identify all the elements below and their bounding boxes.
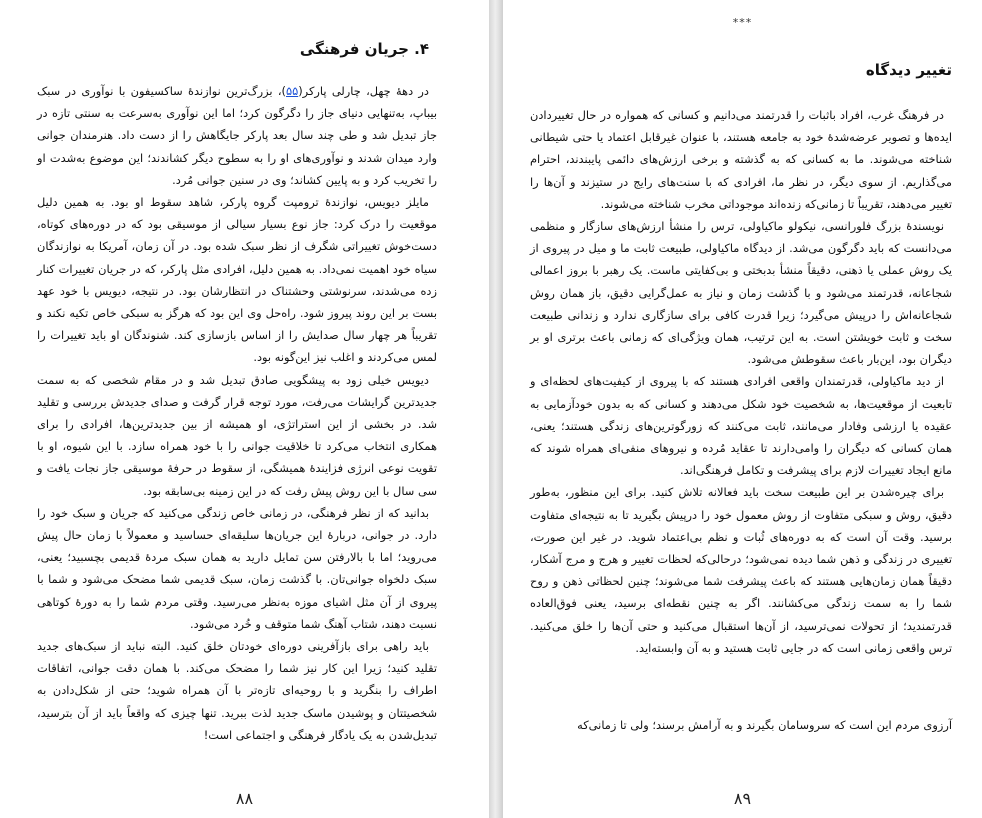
page-number: ۸۹ — [733, 789, 752, 808]
left-page — [0, 0, 489, 818]
paragraph: نویسندهٔ بزرگ فلورانسی، نیکولو ماکیاولی، ترس را منشأ ارزش‌های سازگار و منظمی می‌دانست که باید دگرگون می‌شد. از دیدگاه ماکیاولی، طبیعت ثابت ما و میل در پیروی از یک روش عملی یا ذهنی، دقیقاً منشأ بدبختی و بی‌کفایتی ماست. یک رهبر با بروز اعمالی شجاعانه، قدرتمند می‌شود و با گذشت زمان و نیاز به عمل‌گرایی دقیق، باز همان روش شجاعانه‌اش را درپیش می‌گیرد؛ زیرا قدرت کافی برای سازگاری ندارد و زندانی طبیعت سخت و ثابت خویشتن است. به این ترتیب، همان ویژگی‌ای که زمانی باعث برتری او بر دیگران بود، این‌بار باعث سقوطش می‌شود. — [530, 219, 952, 367]
book-gutter — [489, 0, 503, 818]
paragraph-text: در دههٔ چهل، چارلی پارکر( — [298, 84, 430, 98]
paragraph: بدانید که از نظر فرهنگی، در زمانی خاص زندگی می‌کنید که جریان و سبک خود را دارد. در جوانی، دربارهٔ این جریان‌ها سلیقه‌ای حساسید و معمولاً با زمان حال پیش می‌روید؛ اما با بالارفتن سن تمایل دارید به همان سبک مردهٔ قدیمی بچسبید؛ یعنی، سبک دلخواه جوانی‌تان. با گذشت زمان، سبک قدیمی شما مضحک می‌شود و شما با پیروی از آن مثل اشیای موزه به‌نظر می‌رسید. وقتی مردم شما را به دورهٔ کوتاهی نسبت دهند، شتاب آهنگ شما متوقف و خُرد می‌شود. — [37, 505, 437, 631]
paragraph: دیویس خیلی زود به پیشگویی صادق تبدیل شد و در مقام شخصی که به سمت جدیدترین گرایشات می‌رفت، مورد توجه قرار گرفت و صدای جدیدش بررسی و تقلید شد. در بخشی از این استراتژی، او همیشه از بین جدیدترین‌ها، افرادی را برای همکاری انتخاب می‌کرد تا خلاقیت جوانی را با خود همراه سازد. با این شیوه، او با تقویت نوعی انرژی فزایندهٔ همیشگی، از سقوط در حرفهٔ موسیقی جاز نجات یافت و سی سال با این روش پیش رفت که در این زمینه بی‌سابقه بود. — [37, 372, 437, 498]
page-number: ۸۸ — [235, 789, 254, 808]
paragraph-text: )، بزرگ‌ترین نوازندهٔ ساکسیفون با نوآوری در سبک بیباپ، به‌تنهایی دنیای جاز را دگرگون کرد؛ اما این نوآوری به‌سرعت به سنتی تازه در جاز تبدیل شد و طی چند سال بعد پارکر جایگاهش را از دست داد. هنرمندان جوانی وارد میدان شدند و نوآوری‌های او را به سطوح دیگر کشاندند؛ این موضوع به‌شدت او را تخریب کرد و به پایین کشاند؛ وی در سنین جوانی مُرد. — [37, 84, 437, 187]
right-page — [503, 0, 982, 818]
paragraph: برای چیره‌شدن بر این طبیعت سخت باید فعالانه تلاش کنید. برای این منظور، به‌طور دقیق، روش و سبکی متفاوت از روش معمول خود را درپیش بگیرید تا به نتیجه‌ای متفاوت برسید. وقت آن است که به دوره‌های ثُبات و نظم بی‌اعتماد شوید. در غیر این صورت، تغییری در زندگی و ذهن شما دیده نمی‌شود؛ درحالی‌که لحظات تغییر و هرج و مرج آشکار، دقیقاً همان زمان‌هایی هستند که باعث پیشرفت شما می‌شوند؛ چنین لحظاتی ذهن و روح شما را به سمت زندگی می‌کشانند. اگر به چنین نقطه‌ای برسید، یعنی فوق‌العاده قدرتمندید؛ از تحولات نمی‌ترسید، از آن‌ها استقبال می‌کنید و حتی آن‌ها را خلق می‌کنید. ترس واقعی زمانی است که در جایی ثابت هستید و به آن وابسته‌اید. — [530, 485, 952, 655]
closing-line: آرزوی مردم این است که سروسامان بگیرند و به آرامش برسند؛ ولی تا زمانی‌که — [577, 718, 952, 732]
paragraph: در فرهنگ غرب، افراد باثبات را قدرتمند می‌دانیم و کسانی که همواره در حال تغییردادن ایده‌ها و تصویر عرضه‌شدهٔ خود به جامعه هستند، با عنوان غیرقابل اعتماد یا حتی شیطانی شناخته می‌شوند. ما به کسانی که به گذشته و برخی ارزش‌های دائمی پایبندند، احترام می‌گذاریم. از سوی دیگر، در نظر ما، افرادی که با سنت‌های رایج در ستیزند و آن‌ها را تغییر می‌دهند، تقریباً تا زمانی‌که زنده‌اند موجوداتی مخرب شناخته می‌شوند. — [530, 108, 952, 211]
section-heading: تغییر دیدگاه — [865, 61, 952, 79]
paragraph: از دید ماکیاولی، قدرتمندان واقعی افرادی هستند که با پیروی از کیفیت‌های لحظه‌ای و تابعیت از موقعیت‌ها، به شخصیت خود شکل می‌دهند و کسانی که به بدون خودآزمایی به عقیده یا ارزشی وفادار می‌مانند، ثابت می‌کنند که زورگوترین‌های زندگی هستند؛ یعنی، همان کسانی که دیگران را وامی‌دارند تا عقاید مُرده و نیروهای منفی‌ای همراه شوند که مانع ایجاد تغییرات لازم برای پیشرفت و تکامل فرهنگی‌اند. — [530, 374, 952, 478]
section-separator: *** — [732, 16, 753, 29]
footnote-link[interactable]: ۵۵ — [285, 84, 299, 98]
paragraph: مایلز دیویس، نوازندهٔ ترومپت گروه پارکر، شاهد سقوط او بود. به همین دلیل موقعیت را درک کرد: جاز نوع بسیار سیالی از موسیقی بود که در دوره‌های کوتاه، دست‌خوش تغییراتی شگرف از نظر سبک شده بود. در آن زمان، آمریکا به نوازندگان سیاه خود اهمیت نمی‌داد. به همین دلیل، افرادی مثل پارکر، که در جریان تغییرات کنار زده می‌شدند، سرنوشتی وحشتناک در انتظارشان بود. در نتیجه، دیویس با خود عهد بست بر این روند پیروز شود. راه‌حل وی این بود که هرگز به سبکی خاص تکیه نکند و تقریباً هر چهار سال صدایش را از اساس بازسازی کند. شنوندگان او باید تغییرات را لمس می‌کردند و اغلب نیز این‌گونه بود. — [37, 195, 437, 365]
page-body — [530, 104, 952, 659]
page-body — [37, 80, 437, 746]
section-heading: ۴. جریان فرهنگی — [299, 40, 429, 58]
paragraph — [37, 80, 437, 191]
paragraph: باید راهی برای بازآفرینی دوره‌ای خودتان خلق کنید. البته نباید از سبک‌های جدید تقلید کنید؛ زیرا این کار نیز شما را مضحک می‌کند. با همان دقت جوانی، اتفاقات اطراف را بنگرید و با روحیه‌ای تازه‌تر با آن همراه شوید؛ حتی از شکل‌دادن به شخصیتتان و پوشیدن ماسک جدید لذت ببرید. تنها چیزی که واقعاً باید از آن بترسید، تبدیل‌شدن به یک یادگار فرهنگی و اجتماعی است! — [37, 639, 437, 742]
